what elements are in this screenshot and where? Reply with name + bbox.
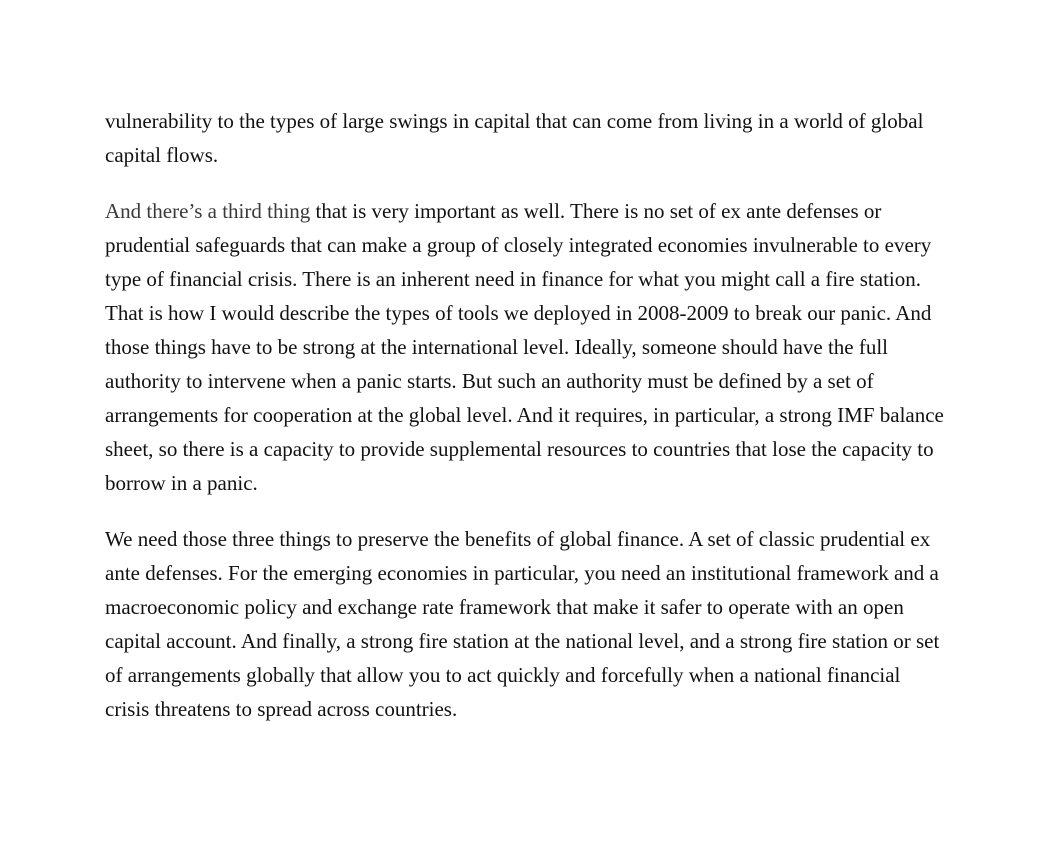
paragraph-3-text: We need those three things to preserve the benefits of global finance. A set of classic prudential ex ante defenses. For the emerging economies in particular, you need an institutional framework and a macroeconomic policy and exchange rate framework that make it safer to operate with an open capital account. And finally, a strong fire station at the national level, and a strong fire station or set of arrangements globally that allow you to act quickly and forcefully when a national financial crisis threatens to spread across countries. <box>105 527 940 721</box>
paragraph-1-text: vulnerability to the types of large swings in capital that can come from living in a world of global capital flows. <box>105 109 924 167</box>
paragraph-2-lead: And there’s a third thing <box>105 199 311 223</box>
paragraph-1 <box>105 104 945 172</box>
paragraph-3 <box>105 522 945 726</box>
document-page <box>105 104 945 748</box>
paragraph-2-text: that is very important as well. There is no set of ex ante defenses or prudential safeguards that can make a group of closely integrated economies invulnerable to every type of financial crisis. There is an inherent need in finance for what you might call a fire station. That is how I would describe the types of tools we deployed in 2008-2009 to break our panic. And those things have to be strong at the international level. Ideally, someone should have the full authority to intervene when a panic starts. But such an authority must be defined by a set of arrangements for cooperation at the global level. And it requires, in particular, a strong IMF balance sheet, so there is a capacity to provide supplemental resources to countries that lose the capacity to borrow in a panic. <box>105 199 944 495</box>
paragraph-2 <box>105 194 945 500</box>
